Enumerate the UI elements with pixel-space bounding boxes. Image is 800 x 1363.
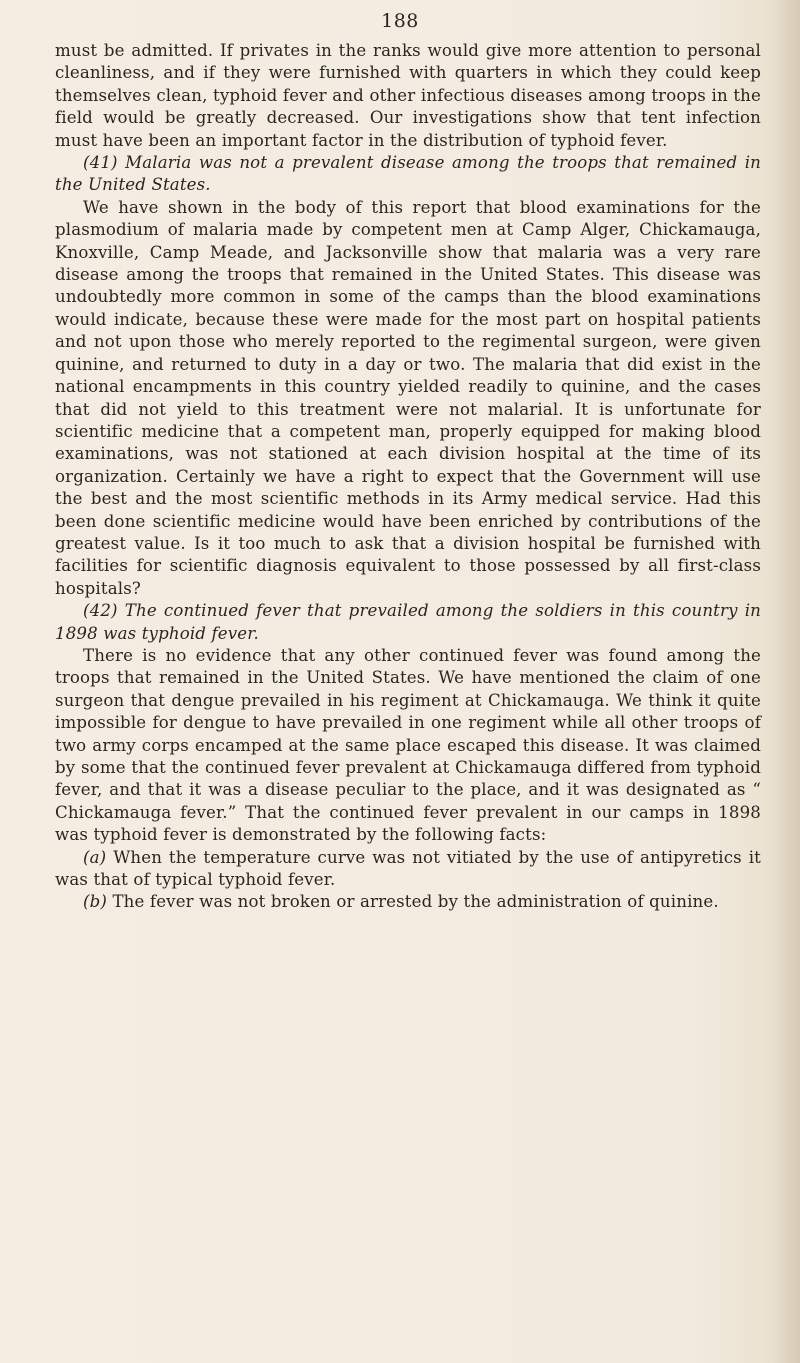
list-item-a (55, 847, 761, 892)
paragraph-text: We have shown in the body of this report that blood examinations for the plasmodium of malaria made by competent men at Camp Alger, Chickamauga, Knoxville, Camp Meade, and Jacksonville show that malaria was a very rare disease among the troops that remained in the United States. This disease was undoubtedly more common in some of the camps than the blood examinations would indicate, because these were made for the most part on hospital patients and not upon those who merely reported to the regimental surgeon, were given quinine, and returned to duty in a day or two. The malaria that did exist in the national encampments in this country yielded readily to quinine, and the cases that did not yield to this treatment were not malarial. It is unfortunate for scientific medicine that a competent man, properly equipped for making blood examinations, was not stationed at each division hospital at the time of its organization. Certainly we have a right to expect that the Government will use the best and the most scientific methods in its Army medical service. Had this been done scientific medicine would have been enriched by contributions of the greatest value. Is it too much to ask that a division hospital be furnished with facilities for scientific diagnosis equivalent to those possessed by all first-class hospitals? (55, 197, 761, 598)
page-edge-shadow (774, 0, 800, 1363)
heading-41 (55, 152, 761, 197)
list-text: When the temperature curve was not vitiated by the use of antipyretics it was that of typical typhoid fever. (55, 847, 761, 890)
heading-number: (42) (83, 601, 118, 621)
paragraph-continued-fever (55, 645, 761, 847)
paragraph-text: There is no evidence that any other continued fever was found among the troops that remained in the United States. We have mentioned the claim of one surgeon that dengue prevailed in his regiment at Chickamauga. We think it quite impossible for dengue to have prevailed in one regiment while all other troops of two army corps encamped at the same place escaped this disease. It was claimed by some that the continued fever prevalent at Chickamauga differed from typhoid fever, and that it was a disease peculiar to the place, and it was designated as “ Chickamauga fever.” That the continued fever prevalent in our camps in 1898 was typhoid fever is demonstrated by the following facts: (55, 645, 761, 845)
heading-text: Malaria was not a prevalent disease among the troops that remained in the United States. (55, 153, 761, 195)
heading-text: The continued fever that prevailed among the soldiers in this country in 1898 was typhoid fever. (55, 601, 761, 643)
paragraph-text: must be admitted. If privates in the ranks would give more attention to personal cleanliness, and if they were furnished with quarters in which they could keep themselves clean, typhoid fever and other infectious diseases among troops in the field would be greatly decreased. Our investigations show that tent infection must have been an important factor in the distribution of typhoid fever. (55, 41, 761, 150)
list-item-b (55, 891, 761, 913)
list-label: (a) (83, 847, 107, 867)
paragraph-malaria (55, 197, 761, 600)
page-number: 188 (381, 10, 419, 32)
list-text: The fever was not broken or arrested by the administration of quinine. (112, 892, 719, 912)
heading-42 (55, 600, 761, 645)
list-label: (b) (83, 892, 108, 912)
paragraph-tent-infection (55, 40, 761, 152)
heading-number: (41) (83, 153, 118, 173)
body-text (55, 40, 761, 914)
